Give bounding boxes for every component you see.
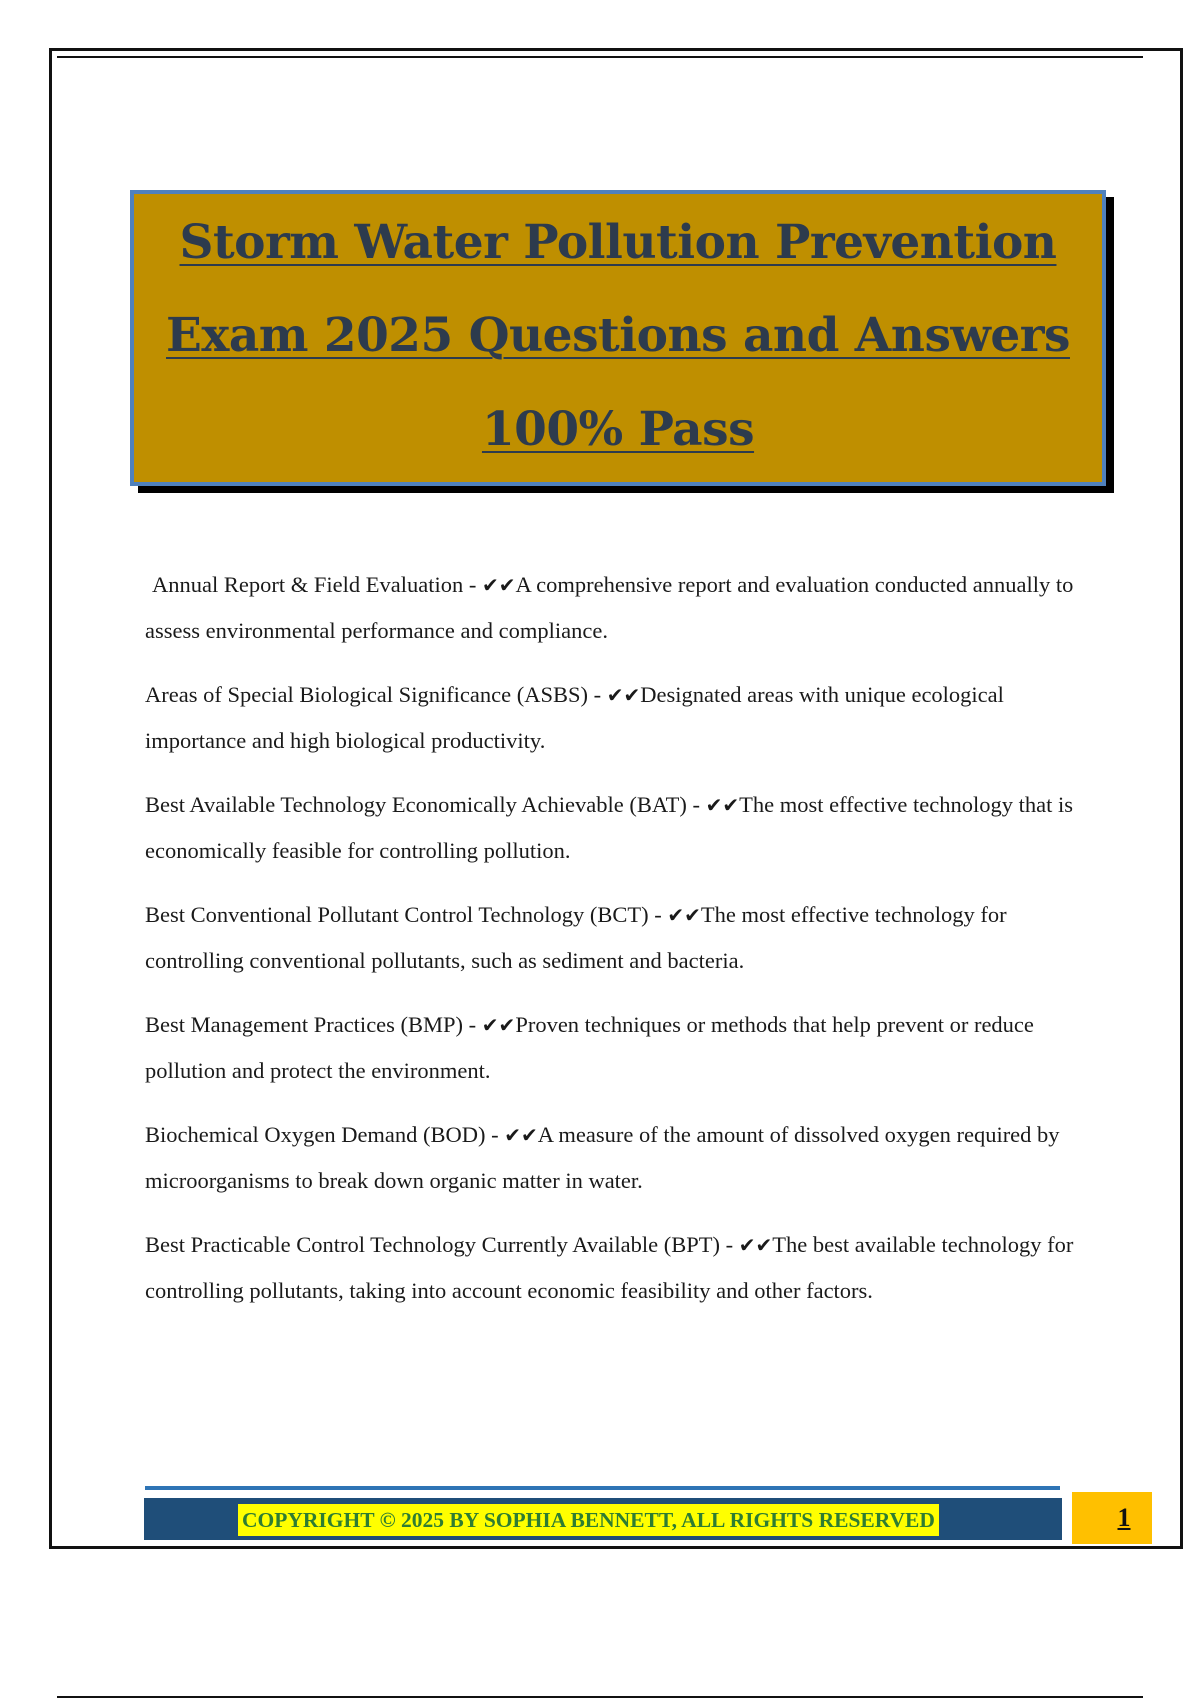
page-number-box — [1072, 1492, 1152, 1544]
page-number: 1 — [1117, 1503, 1131, 1532]
glossary-entry — [145, 562, 1095, 654]
title-line-3: 100% Pass — [481, 401, 755, 457]
entry-definition: The most effective technology that is economically feasible for controlling pollution. — [145, 792, 1073, 863]
double-check-icon: ✔✔ — [481, 573, 516, 597]
double-check-icon: ✔✔ — [705, 793, 740, 817]
glossary-entry — [145, 1222, 1095, 1314]
entry-definition: Designated areas with unique ecological importance and high biological productivity. — [145, 682, 1004, 753]
entry-definition: Proven techniques or methods that help prevent or reduce pollution and protect the environment. — [145, 1012, 1034, 1083]
glossary-entry — [145, 1002, 1095, 1094]
double-check-icon: ✔✔ — [504, 1123, 538, 1147]
entry-definition: The best available technology for controlling pollutants, taking into account economic feasibility and other factors. — [145, 1232, 1074, 1303]
double-check-icon: ✔✔ — [738, 1233, 773, 1257]
bottom-rule — [57, 1696, 1143, 1698]
title-banner — [130, 190, 1106, 486]
top-rule — [57, 56, 1143, 58]
entry-term: Areas of Special Biological Significance (ASBS) - — [145, 682, 607, 707]
entry-definition: A measure of the amount of dissolved oxygen required by microorganisms to break down organic matter in water. — [145, 1122, 1060, 1193]
glossary-entry — [145, 672, 1095, 764]
double-check-icon: ✔✔ — [667, 903, 701, 927]
glossary-entry — [145, 1112, 1095, 1204]
glossary-entry — [145, 892, 1095, 984]
title-line-2: Exam 2025 Questions and Answers — [166, 308, 1070, 364]
copyright-notice: COPYRIGHT © 2025 BY SOPHIA BENNETT, ALL RIGHTS RESERVED — [238, 1504, 939, 1536]
entry-definition: The most effective technology for controlling conventional pollutants, such as sediment and bacteria. — [145, 902, 1007, 973]
title-line-1: Storm Water Pollution Prevention — [179, 215, 1057, 271]
entry-term: Best Management Practices (BMP) - — [145, 1012, 482, 1037]
double-check-icon: ✔✔ — [606, 683, 641, 707]
glossary-entry — [145, 782, 1095, 874]
entry-term: Best Available Technology Economically Achievable (BAT) - — [145, 792, 706, 817]
entry-definition: A comprehensive report and evaluation conducted annually to assess environmental performance and compliance. — [145, 572, 1074, 643]
entry-term: Best Conventional Pollutant Control Technology (BCT) - — [145, 902, 668, 927]
entry-term: Best Practicable Control Technology Currently Available (BPT) - — [145, 1232, 739, 1257]
double-check-icon: ✔✔ — [481, 1013, 516, 1037]
glossary-list — [145, 562, 1095, 1332]
entry-term: Biochemical Oxygen Demand (BOD) - — [145, 1122, 505, 1147]
entry-term: Annual Report & Field Evaluation - — [152, 572, 482, 597]
footer-rule — [145, 1486, 1060, 1490]
